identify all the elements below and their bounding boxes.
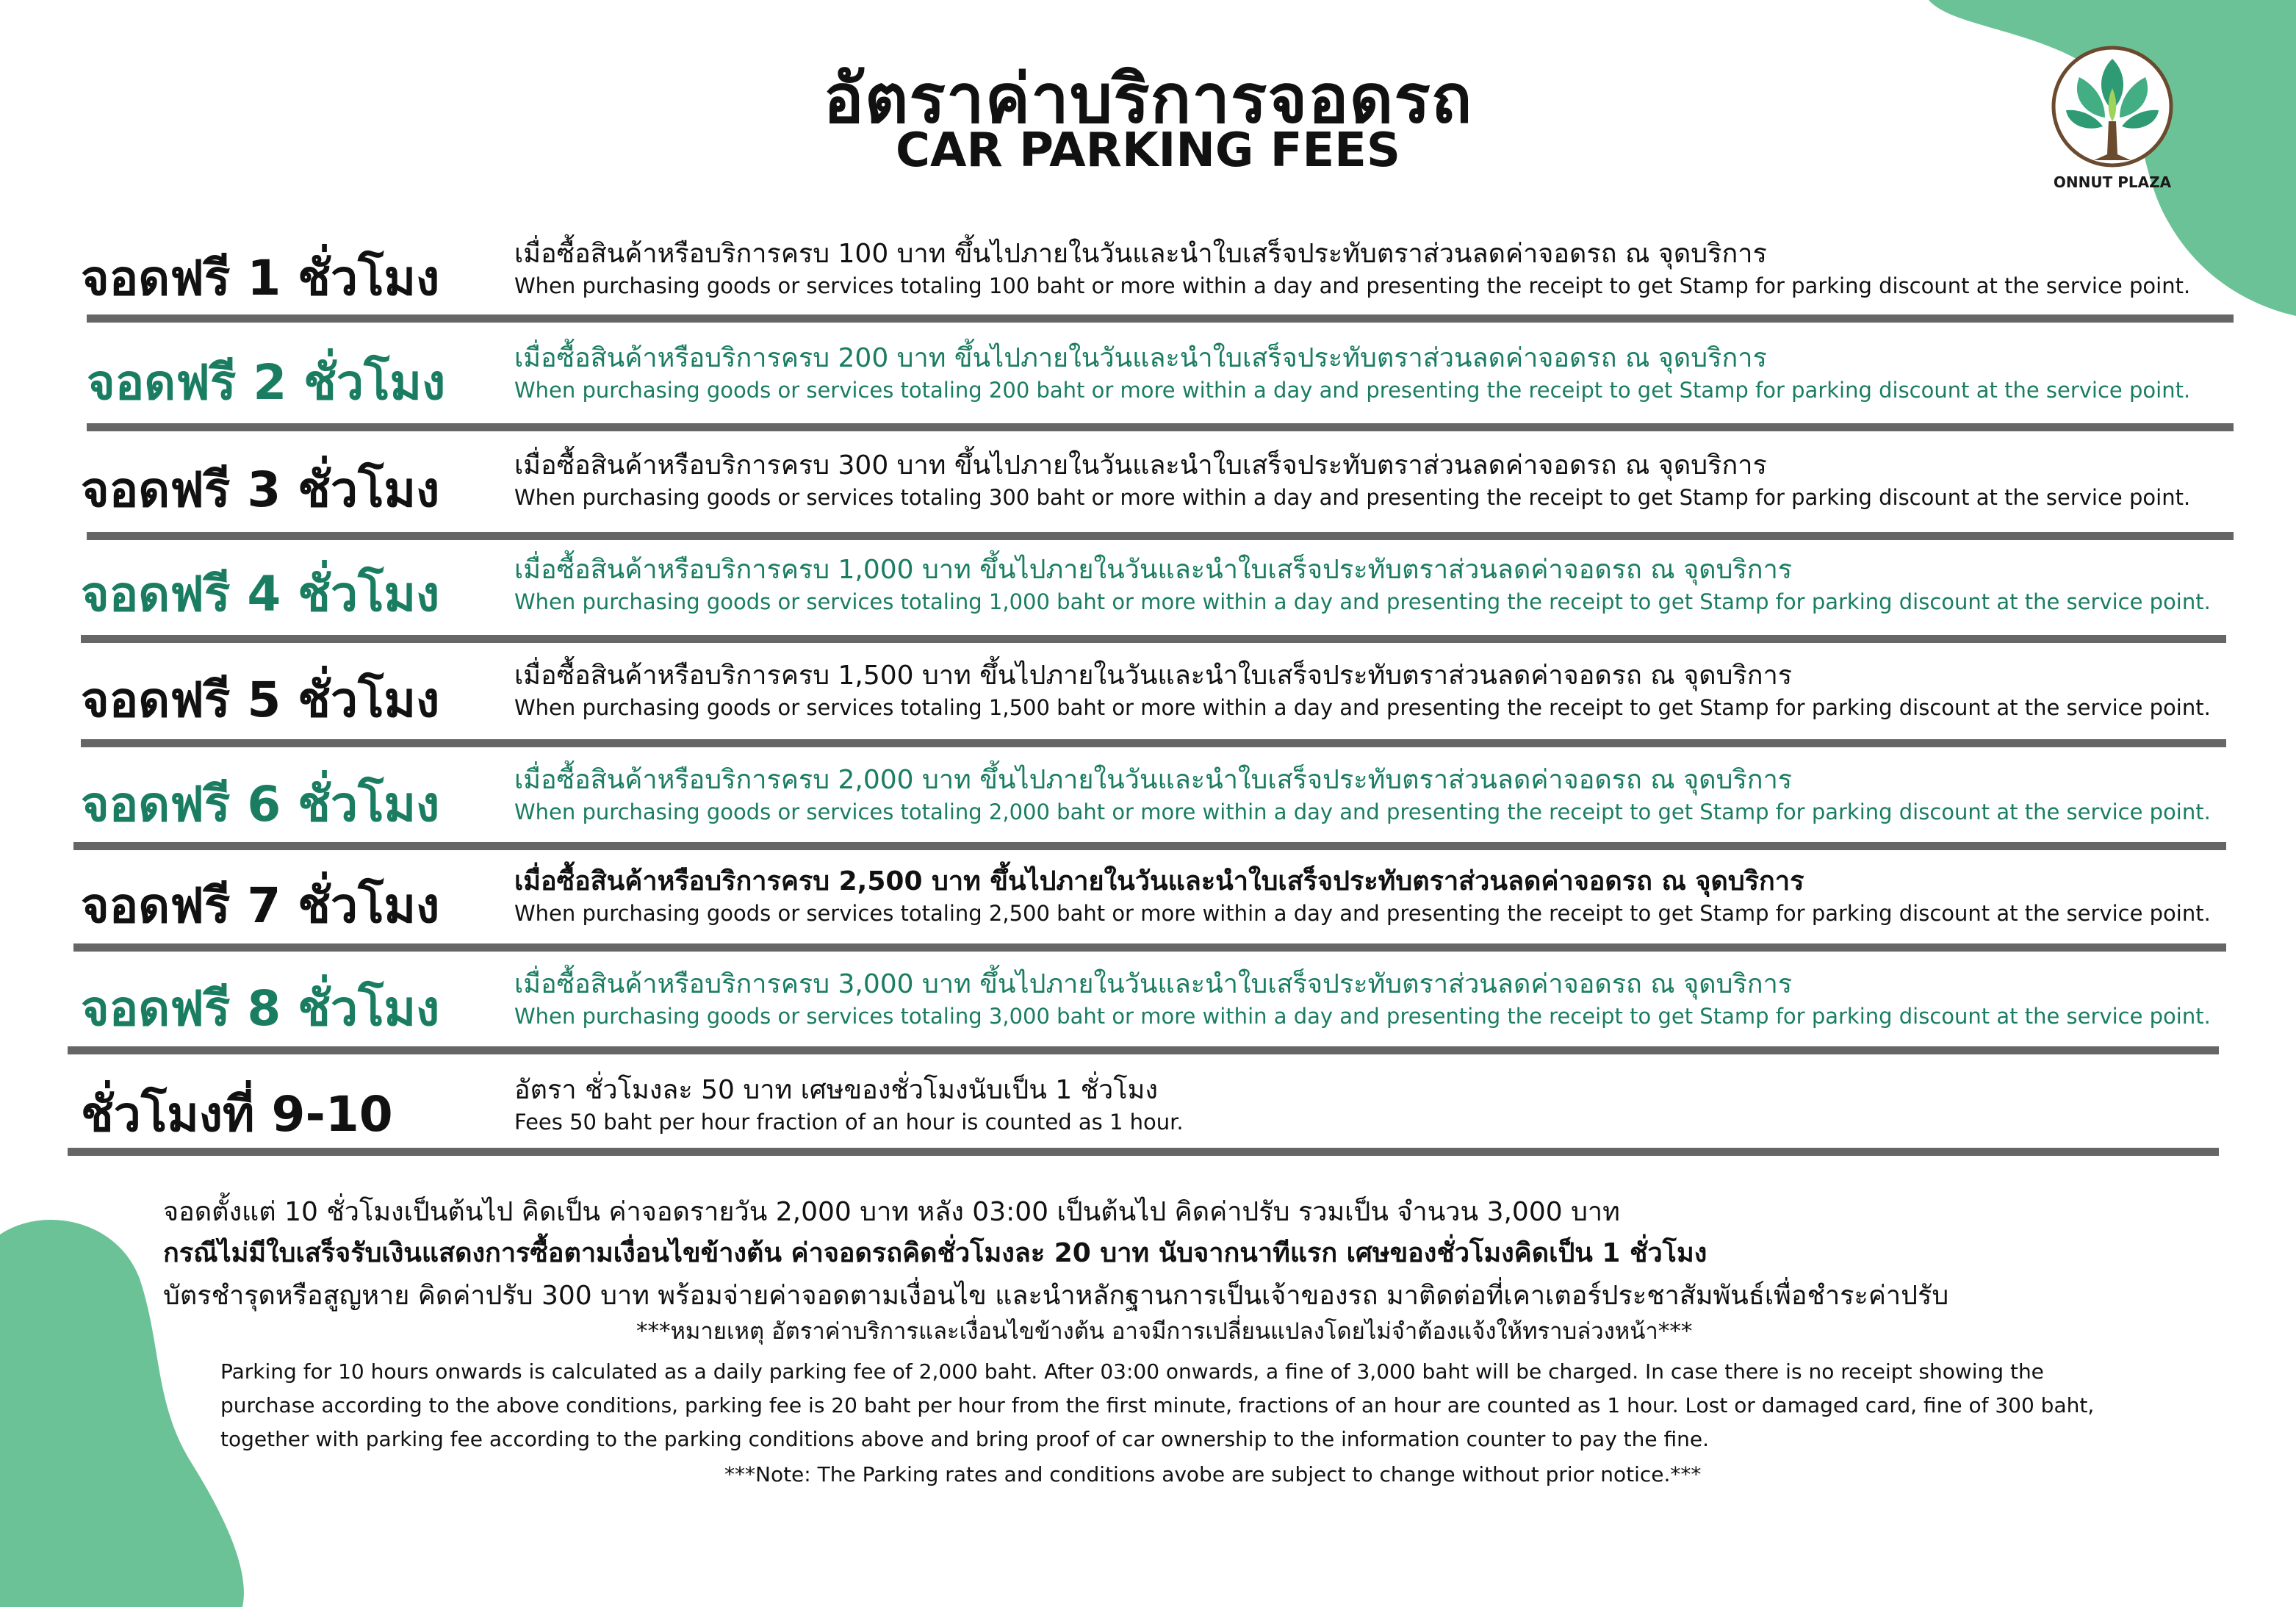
row-english-text: When purchasing goods or services totaling 1,000 baht or more within a day and presenting the receipt to get Stamp for parking discount at the service point.: [514, 589, 2211, 614]
row-english-text: Fees 50 baht per hour fraction of an hour is counted as 1 hour.: [514, 1110, 1184, 1135]
row-separator: [87, 314, 2234, 323]
row-title: จอดฟรี 4 ชั่วโมง: [81, 566, 440, 622]
row-english-text: When purchasing goods or services totaling 1,500 baht or more within a day and presenting the receipt to get Stamp for parking discount at the service point.: [514, 695, 2211, 720]
note-thai-line-3: บัตรชำรุดหรือสูญหาย คิดค่าปรับ 300 บาท พร้อมจ่ายค่าจอดตามเงื่อนไข และนำหลักฐานการเป็นเจ้าของรถ มาติดต่อที่เคาเตอร์ประชาสัมพันธ์เพื่อชำระค่าปรับ: [163, 1281, 1949, 1311]
note-english-line-1: Parking for 10 hours onwards is calculated as a daily parking fee of 2,000 baht. After 03:00 onwards, a fine of 3,000 baht will be charged. In case there is no receipt showing the: [220, 1359, 2044, 1384]
row-separator: [87, 423, 2234, 431]
page-title-english: CAR PARKING FEES: [896, 123, 1400, 178]
row-thai-text: เมื่อซื้อสินค้าหรือบริการครบ 1,500 บาท ขึ้นไปภายในวันและนำใบเสร็จประทับตราส่วนลดค่าจอดรถ ณ จุดบริการ: [514, 661, 1793, 691]
row-title: ชั่วโมงที่ 9-10: [81, 1086, 393, 1143]
row-separator: [81, 635, 2226, 643]
row-thai-text: เมื่อซื้อสินค้าหรือบริการครบ 3,000 บาท ขึ้นไปภายในวันและนำใบเสร็จประทับตราส่วนลดค่าจอดรถ ณ จุดบริการ: [514, 969, 1793, 999]
row-title: จอดฟรี 7 ชั่วโมง: [81, 877, 440, 934]
row-title: จอดฟรี 5 ชั่วโมง: [81, 672, 440, 728]
row-thai-text: เมื่อซื้อสินค้าหรือบริการครบ 100 บาท ขึ้นไปภายในวันและนำใบเสร็จประทับตราส่วนลดค่าจอดรถ ณ จุดบริการ: [514, 239, 1767, 269]
row-title: จอดฟรี 6 ชั่วโมง: [81, 776, 440, 833]
row-title: จอดฟรี 3 ชั่วโมง: [81, 461, 440, 518]
row-separator: [81, 739, 2226, 747]
row-separator: [73, 943, 2226, 952]
note-english-remark: ***Note: The Parking rates and conditions avobe are subject to change without prior notice.***: [724, 1462, 1702, 1486]
row-separator: [73, 842, 2226, 850]
row-english-text: When purchasing goods or services totaling 2,000 baht or more within a day and presenting the receipt to get Stamp for parking discount at the service point.: [514, 799, 2211, 824]
note-thai-remark: ***หมายเหตุ อัตราค่าบริการและเงื่อนไขข้างต้น อาจมีการเปลี่ยนแปลงโดยไม่จำต้องแจ้งให้ทราบล่วงหน้า***: [636, 1318, 1693, 1345]
row-english-text: When purchasing goods or services totaling 200 baht or more within a day and presenting the receipt to get Stamp for parking discount at the service point.: [514, 378, 2191, 403]
row-separator: [68, 1148, 2219, 1156]
row-title: จอดฟรี 2 ชั่วโมง: [87, 354, 446, 411]
row-english-text: When purchasing goods or services totaling 2,500 baht or more within a day and presenting the receipt to get Stamp for parking discount at the service point.: [514, 901, 2211, 926]
tree-leaves-logo-icon: [2050, 44, 2175, 176]
row-title: จอดฟรี 1 ชั่วโมง: [81, 250, 440, 306]
row-thai-text: เมื่อซื้อสินค้าหรือบริการครบ 300 บาท ขึ้นไปภายในวันและนำใบเสร็จประทับตราส่วนลดค่าจอดรถ ณ จุดบริการ: [514, 450, 1767, 481]
logo-text: ONNUT PLAZA: [2053, 173, 2172, 191]
row-separator: [87, 532, 2234, 540]
row-english-text: When purchasing goods or services totaling 3,000 baht or more within a day and presenting the receipt to get Stamp for parking discount at the service point.: [514, 1004, 2211, 1029]
row-separator: [68, 1046, 2219, 1054]
row-english-text: When purchasing goods or services totaling 300 baht or more within a day and presenting the receipt to get Stamp for parking discount at the service point.: [514, 485, 2191, 510]
row-thai-text: อัตรา ชั่วโมงละ 50 บาท เศษของชั่วโมงนับเป็น 1 ชั่วโมง: [514, 1075, 1158, 1105]
row-english-text: When purchasing goods or services totaling 100 baht or more within a day and presenting the receipt to get Stamp for parking discount at the service point.: [514, 273, 2191, 298]
page-title-thai: อัตราค่าบริการจอดรถ: [823, 60, 1473, 138]
note-thai-line-1: จอดตั้งแต่ 10 ชั่วโมงเป็นต้นไป คิดเป็น ค่าจอดรายวัน 2,000 บาท หลัง 03:00 เป็นต้นไป คิดค่าปรับ รวมเป็น จำนวน 3,000 บาท: [163, 1197, 1620, 1227]
note-thai-line-2: กรณีไม่มีใบเสร็จรับเงินแสดงการซื้อตามเงื่อนไขข้างต้น ค่าจอดรถคิดชั่วโมงละ 20 บาท นับจากนาทีแรก เศษของชั่วโมงคิดเป็น 1 ชั่วโมง: [163, 1238, 1707, 1268]
row-title: จอดฟรี 8 ชั่วโมง: [81, 980, 440, 1037]
row-thai-text: เมื่อซื้อสินค้าหรือบริการครบ 200 บาท ขึ้นไปภายในวันและนำใบเสร็จประทับตราส่วนลดค่าจอดรถ ณ จุดบริการ: [514, 343, 1767, 373]
row-thai-text: เมื่อซื้อสินค้าหรือบริการครบ 2,500 บาท ขึ้นไปภายในวันและนำใบเสร็จประทับตราส่วนลดค่าจอดรถ ณ จุดบริการ: [514, 866, 1804, 896]
row-thai-text: เมื่อซื้อสินค้าหรือบริการครบ 2,000 บาท ขึ้นไปภายในวันและนำใบเสร็จประทับตราส่วนลดค่าจอดรถ ณ จุดบริการ: [514, 765, 1793, 795]
row-thai-text: เมื่อซื้อสินค้าหรือบริการครบ 1,000 บาท ขึ้นไปภายในวันและนำใบเสร็จประทับตราส่วนลดค่าจอดรถ ณ จุดบริการ: [514, 555, 1793, 585]
note-english-line-3: together with parking fee according to the parking conditions above and bring proof of car ownership to the information counter to pay the fine.: [220, 1427, 1710, 1451]
note-english-line-2: purchase according to the above conditions, parking fee is 20 baht per hour from the first minute, fractions of an hour are counted as 1 hour. Lost or damaged card, fine of 300 baht,: [220, 1393, 2095, 1417]
